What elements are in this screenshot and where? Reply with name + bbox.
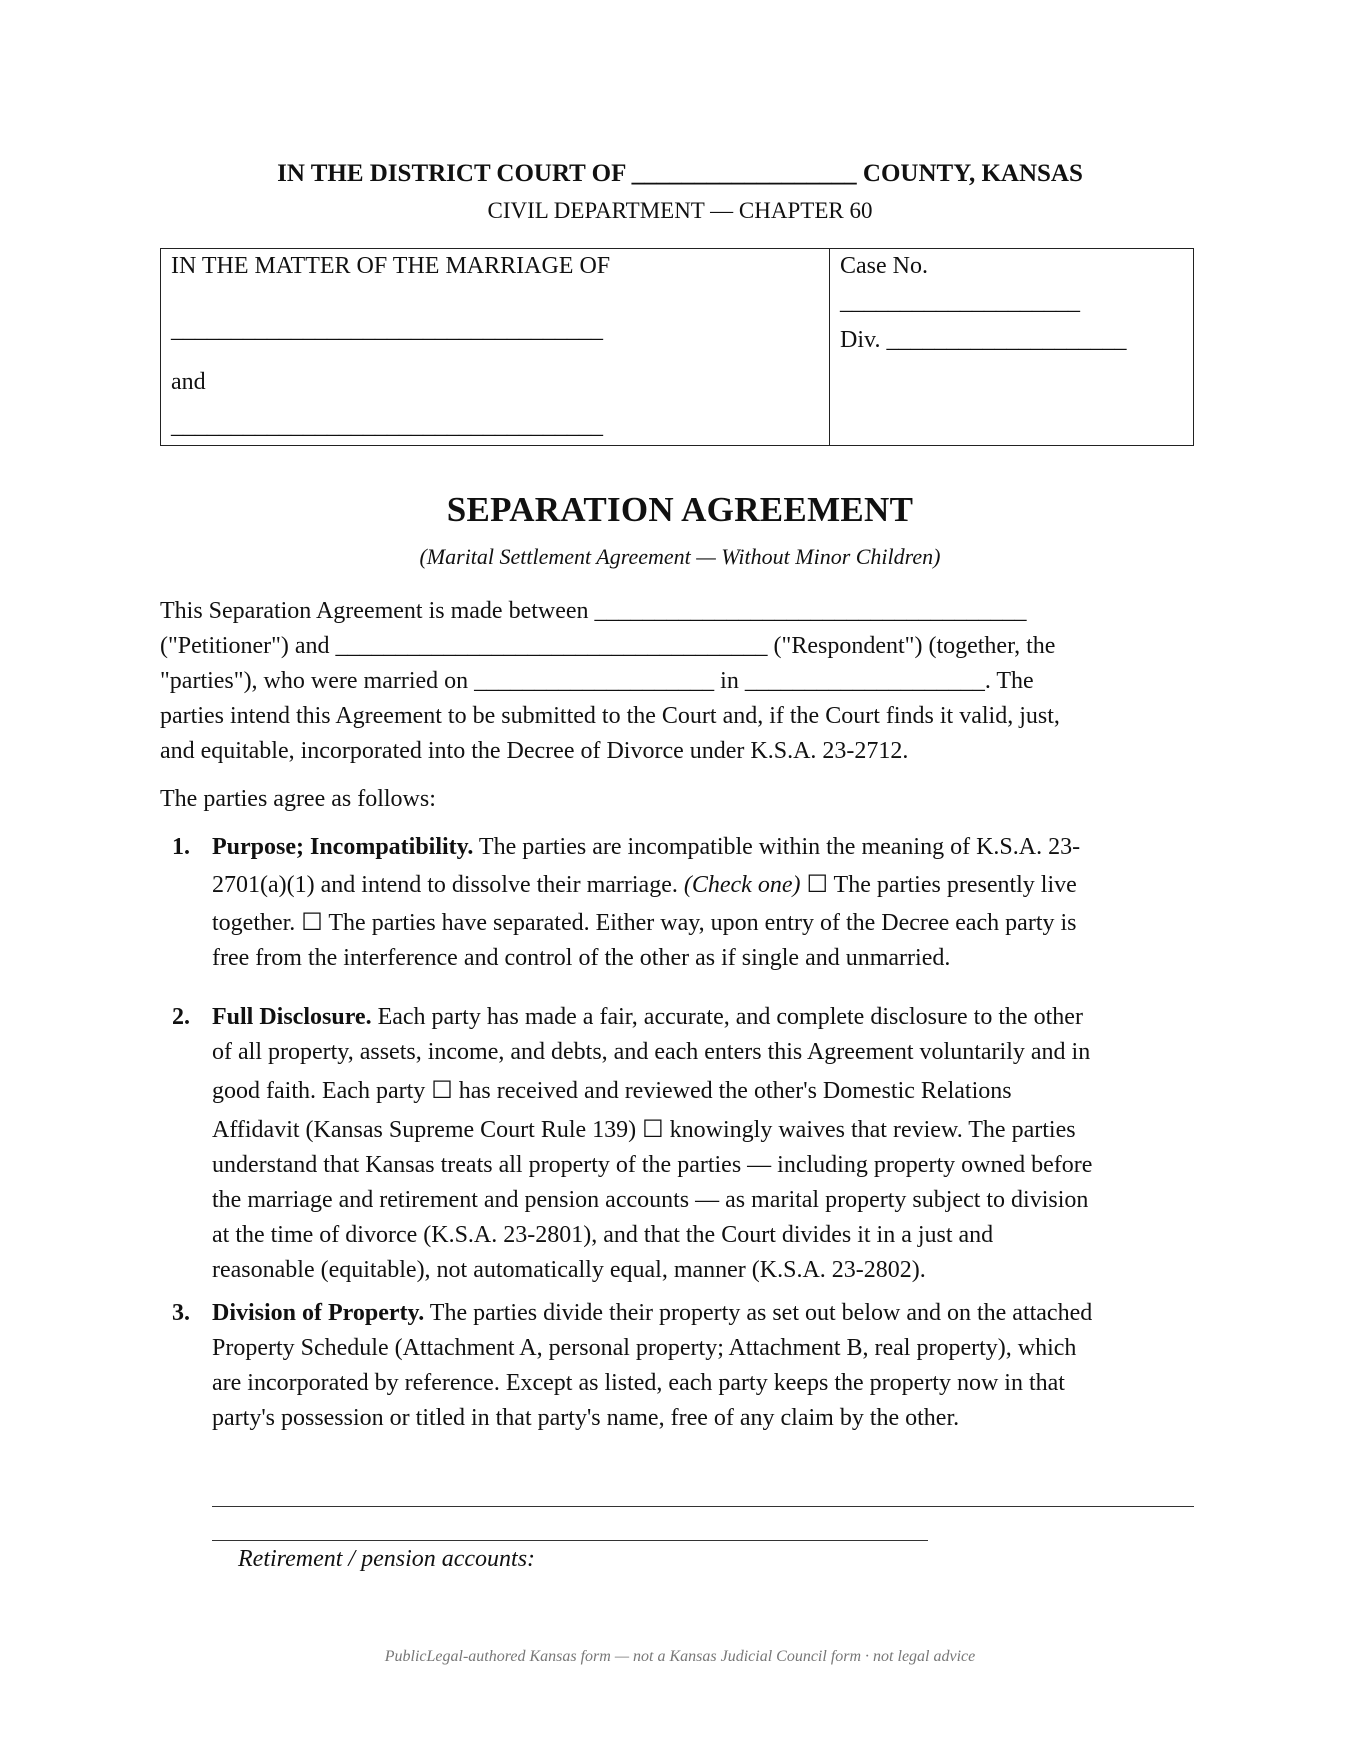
agree-line: The parties agree as follows: — [160, 786, 436, 812]
item-line: reasonable (equitable), not automatically equal, manner (K.S.A. 23-2802). — [212, 1257, 926, 1283]
retirement-label: Retirement / pension accounts: — [238, 1546, 536, 1572]
div-label: Div. ____________________ — [840, 327, 1127, 353]
item-body — [212, 1296, 1200, 1436]
fill-in-line — [212, 1540, 928, 1541]
department-line: CIVIL DEPARTMENT — CHAPTER 60 — [487, 198, 873, 223]
item-line: are incorporated by reference. Except as listed, each party keeps the property now in that — [212, 1370, 1065, 1396]
item-line: the marriage and retirement and pension accounts — as marital property subject to division — [212, 1187, 1089, 1213]
party1-blank: ____________________________________ — [171, 317, 603, 343]
case-caption-box — [160, 248, 1194, 446]
list-item — [160, 1296, 1200, 1446]
item-heading: Purpose; Incompatibility. — [212, 834, 474, 860]
caption-case-cell — [830, 249, 1193, 445]
case-no-label: Case No. — [840, 253, 928, 279]
item-line: Purpose; Incompatibility. The parties are incompatible within the meaning of K.S.A. 23- — [212, 834, 1081, 860]
item-line: free from the interference and control of the other as if single and unmarried. — [212, 945, 951, 971]
intro-line: ("Petitioner") and ____________________________________ ("Respondent") (together, the — [160, 633, 1056, 659]
document-subtitle: (Marital Settlement Agreement — Without Minor Children) — [419, 544, 941, 569]
item-heading: Full Disclosure. — [212, 1004, 372, 1030]
and-label: and — [171, 369, 206, 395]
caption-parties-cell — [161, 249, 830, 445]
list-item — [160, 1000, 1200, 1290]
intro-line: parties intend this Agreement to be submitted to the Court and, if the Court finds it valid, just, — [160, 703, 1060, 729]
case-no-blank: ____________________ — [840, 289, 1080, 315]
page-footer: PublicLegal-authored Kansas form — not a Kansas Judicial Council form · not legal advice — [384, 1648, 976, 1665]
item-number: 2. — [172, 1004, 190, 1030]
intro-line: and equitable, incorporated into the Decree of Divorce under K.S.A. 23-2712. — [160, 738, 909, 764]
intro-paragraph — [160, 594, 1200, 769]
intro-line: This Separation Agreement is made between ____________________________________ — [160, 598, 1027, 624]
court-heading: IN THE DISTRICT COURT OF __________________ COUNTY, KANSAS — [277, 160, 1083, 187]
item-number: 1. — [172, 834, 190, 860]
item-number: 3. — [172, 1300, 190, 1326]
list-item — [160, 830, 1200, 980]
item-line: together. ☐ The parties have separated. Either way, upon entry of the Decree each party is — [212, 910, 1077, 936]
fill-in-line — [212, 1506, 1194, 1507]
item-line: Property Schedule (Attachment A, personal property; Attachment B, real property), which — [212, 1335, 1077, 1361]
item-line: Affidavit (Kansas Supreme Court Rule 139) ☐ knowingly waives that review. The parties — [212, 1117, 1076, 1143]
item-line: at the time of divorce (K.S.A. 23-2801), and that the Court divides it in a just and — [212, 1222, 994, 1248]
item-body — [212, 830, 1200, 976]
item-line: good faith. Each party ☐ has received and reviewed the other's Domestic Relations — [212, 1078, 1012, 1104]
item-line: 2701(a)(1) and intend to dissolve their marriage. (Check one) ☐ The parties presently live — [212, 872, 1077, 898]
party2-blank: ____________________________________ — [171, 413, 603, 439]
item-line: of all property, assets, income, and debts, and each enters this Agreement voluntarily and in — [212, 1039, 1091, 1065]
item-line: Division of Property. The parties divide their property as set out below and on the attached — [212, 1300, 1093, 1326]
item-heading: Division of Property. — [212, 1300, 425, 1326]
item-line: party's possession or titled in that party's name, free of any claim by the other. — [212, 1405, 960, 1431]
item-line: understand that Kansas treats all property of the parties — including property owned before — [212, 1152, 1093, 1178]
intro-line: "parties"), who were married on ____________________ in ____________________. The — [160, 668, 1034, 694]
item-body — [212, 1000, 1200, 1288]
matter-label: IN THE MATTER OF THE MARRIAGE OF — [171, 253, 611, 279]
item-line: Full Disclosure. Each party has made a fair, accurate, and complete disclosure to the other — [212, 1004, 1083, 1030]
document-title: SEPARATION AGREEMENT — [446, 490, 914, 529]
